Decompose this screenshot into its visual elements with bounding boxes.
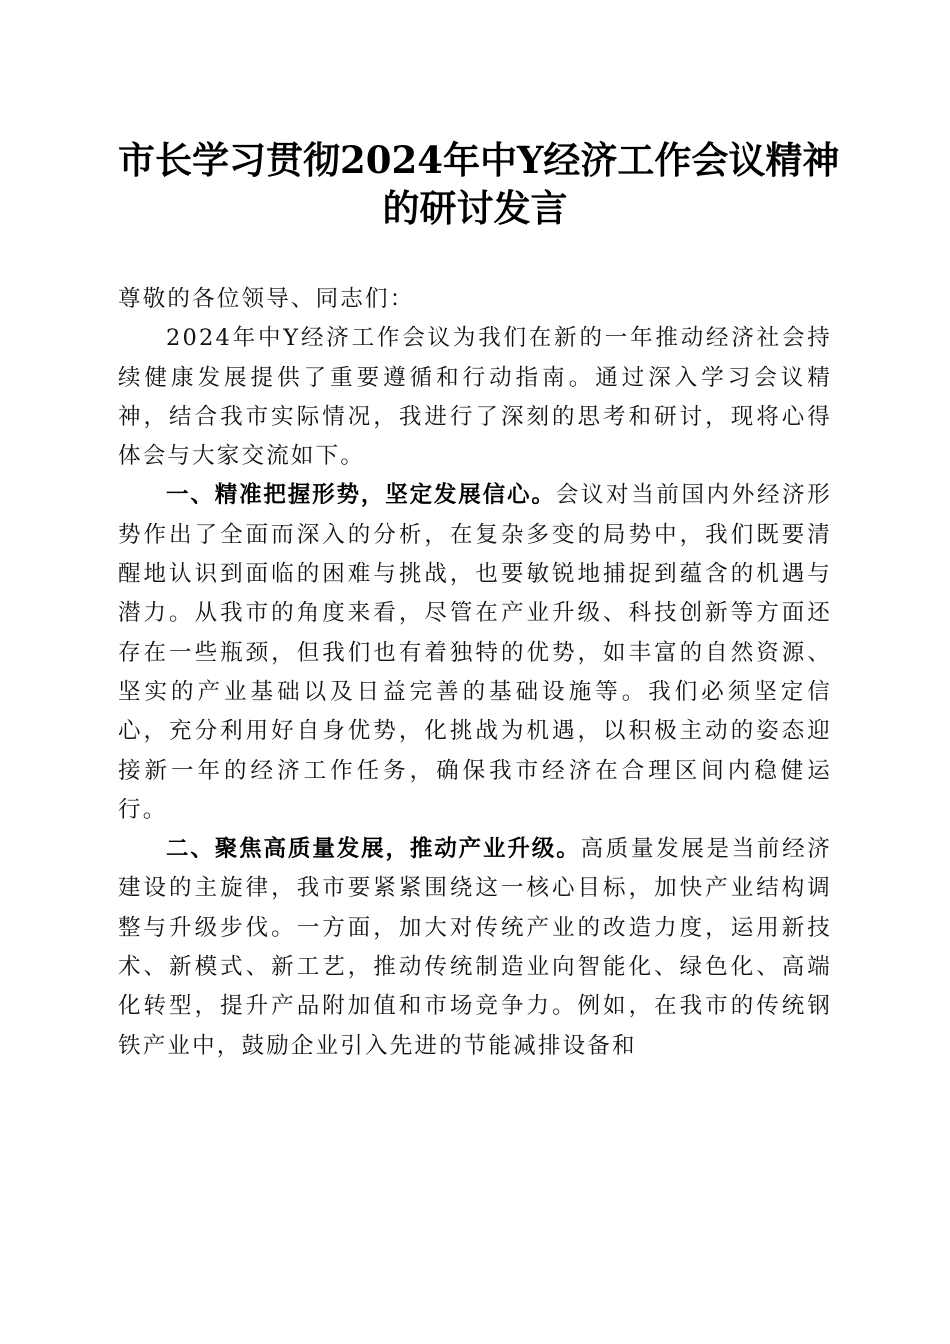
document-body [118, 280, 832, 1066]
section-paragraph-2 [118, 830, 832, 1066]
section-heading-1: 一、精准把握形势，坚定发展信心。 [166, 482, 556, 509]
intro-paragraph: 2024年中Y经济工作会议为我们在新的一年推动经济社会持续健康发展提供了重要遵循和行动指南。通过深入学习会议精神，结合我市实际情况，我进行了深刻的思考和研讨，现将心得体会与大家交流如下。 [118, 325, 832, 470]
section-heading-2: 二、聚焦高质量发展，推动产业升级。 [166, 836, 581, 863]
title-line-2: 的研讨发言 [382, 186, 568, 230]
salutation: 尊敬的各位领导、同志们： [118, 286, 415, 312]
section-text-2: 高质量发展是当前经济建设的主旋律，我市要紧紧围绕这一核心目标，加快产业结构调整与升级步伐。一方面，加大对传统产业的改造力度，运用新技术、新模式、新工艺，推动传统制造业向智能化、绿色化、高端化转型，提升产品附加值和市场竞争力。例如，在我市的传统钢铁产业中，鼓励企业引入先进的节能减排设备和 [118, 836, 832, 1059]
title-line-1: 市长学习贯彻2024年中Y经济工作会议精神 [118, 138, 840, 182]
section-paragraph-1 [118, 476, 832, 830]
document-title [118, 136, 840, 232]
section-text-1: 会议对当前国内外经济形势作出了全面而深入的分析，在复杂多变的局势中，我们既要清醒地认识到面临的困难与挑战，也要敏锐地捕捉到蕴含的机遇与潜力。从我市的角度来看，尽管在产业升级、科技创新等方面还存在一些瓶颈，但我们也有着独特的优势，如丰富的自然资源、坚实的产业基础以及日益完善的基础设施等。我们必须坚定信心，充分利用好自身优势，化挑战为机遇，以积极主动的姿态迎接新一年的经济工作任务，确保我市经济在合理区间内稳健运行。 [118, 482, 832, 823]
